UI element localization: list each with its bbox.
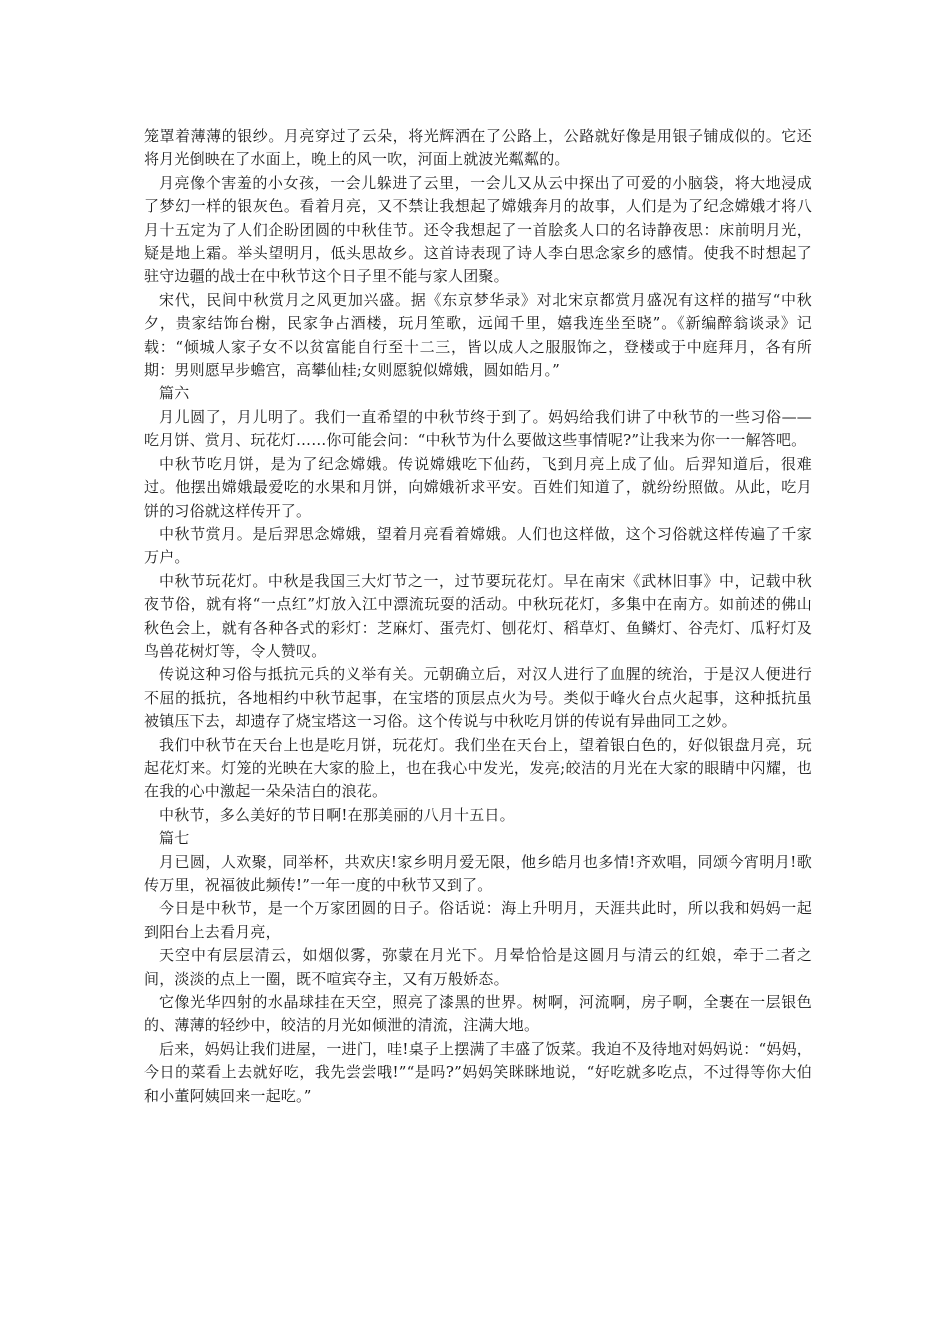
paragraph: 中秋节，多么美好的节日啊!在那美丽的八月十五日。 xyxy=(159,805,515,824)
section-heading: 篇六 xyxy=(159,384,190,403)
section-heading: 篇七 xyxy=(159,829,190,848)
paragraph: 中秋节赏月。是后羿思念嫦娥，望着月亮看着嫦娥。人们也这样做，这个习俗就这样传遍了千家万户。 xyxy=(144,524,812,567)
paragraph: 笼罩着薄薄的银纱。月亮穿过了云朵，将光辉洒在了公路上，公路就好像是用银子铺成似的。它还将月光倒映在了水面上，晚上的风一吹，河面上就波光粼粼的。 xyxy=(144,127,812,169)
paragraph: 我们中秋节在天台上也是吃月饼，玩花灯。我们坐在天台上，望着银白色的，好似银盘月亮，玩起花灯来。灯笼的光映在大家的脸上，也在我心中发光，发亮;皎洁的月光在大家的眼睛中闪耀，也在我的心中激起一朵朵洁白的浪花。 xyxy=(144,735,812,801)
paragraph: 今日是中秋节，是一个万家团圆的日子。俗话说：海上升明月，天涯共此时，所以我和妈妈一起到阳台上去看月亮， xyxy=(144,899,812,941)
paragraph: 天空中有层层清云，如烟似雾，弥蒙在月光下。月晕恰恰是这圆月与清云的红娘，牵于二者之间，淡淡的点上一圈，既不喧宾夺主，又有万般娇态。 xyxy=(144,946,812,988)
paragraph: 中秋节玩花灯。中秋是我国三大灯节之一，过节要玩花灯。早在南宋《武林旧事》中，记载中秋夜节俗，就有将“一点红”灯放入江中漂流玩耍的活动。中秋玩花灯，多集中在南方。如前述的佛山秋色会上，就有各种各式的彩灯：芝麻灯、蛋壳灯、刨花灯、稻草灯、鱼鳞灯、谷壳灯、瓜籽灯及鸟兽花树灯等，令人赞叹。 xyxy=(144,571,812,660)
document-body xyxy=(144,125,812,1108)
paragraph: 它像光华四射的水晶球挂在天空，照亮了漆黑的世界。树啊，河流啊，房子啊，全裹在一层银色的、薄薄的轻纱中，皎洁的月光如倾泄的清流，注满大地。 xyxy=(144,993,812,1035)
paragraph: 后来，妈妈让我们进屋，一进门，哇!桌子上摆满了丰盛了饭菜。我迫不及待地对妈妈说：“妈妈，今日的菜看上去就好吃，我先尝尝哦!”“是吗?”妈妈笑眯眯地说，“好吃就多吃点，不过得等你大伯和小董阿姨回来一起吃。” xyxy=(144,1039,812,1105)
paragraph: 宋代，民间中秋赏月之风更加兴盛。据《东京梦华录》对北宋京都赏月盛况有这样的描写“中秋夕，贵家结饰台榭，民家争占酒楼，玩月笙歌，远闻千里，嬉我连坐至晓”。《新编醉翁谈录》记载：“倾城人家子女不以贫富能自行至十二三，皆以成人之服服饰之，登楼或于中庭拜月，各有所期：男则愿早步蟾宫，高攀仙桂;女则愿貌似嫦娥，圆如皓月。” xyxy=(144,290,812,380)
paragraph: 月亮像个害羞的小女孩，一会儿躲进了云里，一会儿又从云中探出了可爱的小脑袋，将大地浸成了梦幻一样的银灰色。看着月亮，又不禁让我想起了嫦娥奔月的故事，人们是为了纪念嫦娥才将八月十五定为了人们企盼团圆的中秋佳节。还令我想起了一首脍炙人口的名诗静夜思：床前明月光，疑是地上霜。举头望明月，低头思故乡。这首诗表现了诗人李白思念家乡的感情。使我不时想起了驻守边疆的战士在中秋节这个日子里不能与家人团聚。 xyxy=(144,173,812,286)
paragraph: 传说这种习俗与抵抗元兵的义举有关。元朝确立后，对汉人进行了血腥的统治，于是汉人便进行不屈的抵抗，各地相约中秋节起事，在宝塔的顶层点火为号。类似于峰火台点火起事，这种抵抗虽被镇压下去，却遗存了烧宝塔这一习俗。这个传说与中秋吃月饼的传说有异曲同工之妙。 xyxy=(144,665,812,731)
paragraph: 月儿圆了，月儿明了。我们一直希望的中秋节终于到了。妈妈给我们讲了中秋节的一些习俗——吃月饼、赏月、玩花灯……你可能会问：“中秋节为什么要做这些事情呢?”让我来为你一一解答吧。 xyxy=(144,407,812,450)
paragraph: 中秋节吃月饼，是为了纪念嫦娥。传说嫦娥吃下仙药，飞到月亮上成了仙。后羿知道后，很难过。他摆出嫦娥最爱吃的水果和月饼，向嫦娥祈求平安。百姓们知道了，就纷纷照做。从此，吃月饼的习俗就这样传开了。 xyxy=(144,454,812,520)
paragraph: 月已圆，人欢聚，同举杯，共欢庆!家乡明月爱无限，他乡皓月也多情!齐欢唱，同颂今宵明月!歌传万里，祝福彼此频传!”一年一度的中秋节又到了。 xyxy=(144,852,812,894)
